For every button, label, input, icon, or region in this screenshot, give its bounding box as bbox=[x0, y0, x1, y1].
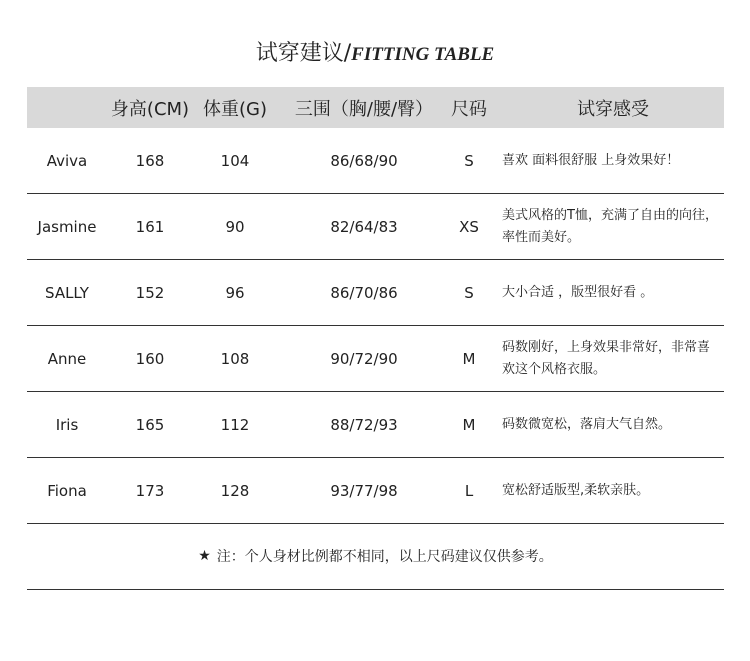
table-row bbox=[27, 128, 724, 194]
cell-remark: 喜欢 面料很舒服 上身效果好！ bbox=[502, 152, 680, 168]
table-row bbox=[27, 458, 724, 524]
cell-measurements: 86/70/86 bbox=[330, 283, 398, 302]
cell-remark: 美式风格的T恤，充满了自由的向往，率性而美好。 bbox=[502, 207, 718, 245]
footnote bbox=[27, 523, 724, 590]
header-size: 尺码 bbox=[451, 98, 487, 120]
cell-size: M bbox=[462, 415, 476, 434]
cell-height: 161 bbox=[135, 217, 165, 236]
header-measurements: 三围（胸/腰/臀） bbox=[294, 98, 434, 120]
cell-weight: 104 bbox=[220, 151, 250, 170]
page-title bbox=[0, 36, 750, 73]
table-row bbox=[27, 392, 724, 458]
cell-name: Jasmine bbox=[37, 217, 97, 236]
cell-name: Iris bbox=[55, 415, 79, 434]
cell-name: Anne bbox=[47, 349, 87, 368]
title-english: FITTING TABLE bbox=[351, 44, 495, 65]
cell-size: L bbox=[464, 481, 474, 500]
cell-weight: 108 bbox=[220, 349, 250, 368]
footnote-text: 注：个人身材比例都不相同，以上尺码建议仅供参考。 bbox=[216, 549, 553, 565]
header-weight: 体重(G) bbox=[203, 98, 267, 120]
cell-measurements: 90/72/90 bbox=[330, 349, 398, 368]
cell-weight: 128 bbox=[220, 481, 250, 500]
title-chinese: 试穿建议/ bbox=[255, 41, 352, 66]
cell-measurements: 86/68/90 bbox=[330, 151, 398, 170]
table-row bbox=[27, 260, 724, 326]
cell-measurements: 93/77/98 bbox=[330, 481, 398, 500]
star-icon: ★ bbox=[198, 548, 211, 564]
cell-size: S bbox=[464, 151, 474, 170]
cell-remark: 码数刚好，上身效果非常好，非常喜欢这个风格衣服。 bbox=[502, 339, 711, 377]
cell-height: 173 bbox=[135, 481, 165, 500]
cell-weight: 90 bbox=[225, 217, 245, 236]
cell-remark: 宽松舒适版型,柔软亲肤。 bbox=[502, 482, 650, 498]
cell-height: 168 bbox=[135, 151, 165, 170]
table-row bbox=[27, 194, 724, 260]
cell-remark: 码数微宽松，落肩大气自然。 bbox=[502, 416, 672, 432]
cell-height: 160 bbox=[135, 349, 165, 368]
cell-height: 165 bbox=[135, 415, 165, 434]
cell-name: Fiona bbox=[47, 481, 87, 500]
cell-name: SALLY bbox=[45, 283, 89, 302]
cell-size: XS bbox=[459, 217, 479, 236]
cell-weight: 96 bbox=[225, 283, 245, 302]
table-header bbox=[27, 87, 724, 128]
cell-remark: 大小合适 ，版型很好看 。 bbox=[502, 284, 654, 300]
cell-size: M bbox=[462, 349, 476, 368]
cell-measurements: 82/64/83 bbox=[330, 217, 398, 236]
header-height: 身高(CM) bbox=[110, 98, 190, 120]
cell-height: 152 bbox=[135, 283, 165, 302]
cell-weight: 112 bbox=[220, 415, 250, 434]
cell-size: S bbox=[464, 283, 474, 302]
table-row bbox=[27, 326, 724, 392]
cell-measurements: 88/72/93 bbox=[330, 415, 398, 434]
cell-name: Aviva bbox=[46, 151, 88, 170]
header-remark: 试穿感受 bbox=[577, 98, 649, 120]
header-name bbox=[27, 87, 107, 128]
